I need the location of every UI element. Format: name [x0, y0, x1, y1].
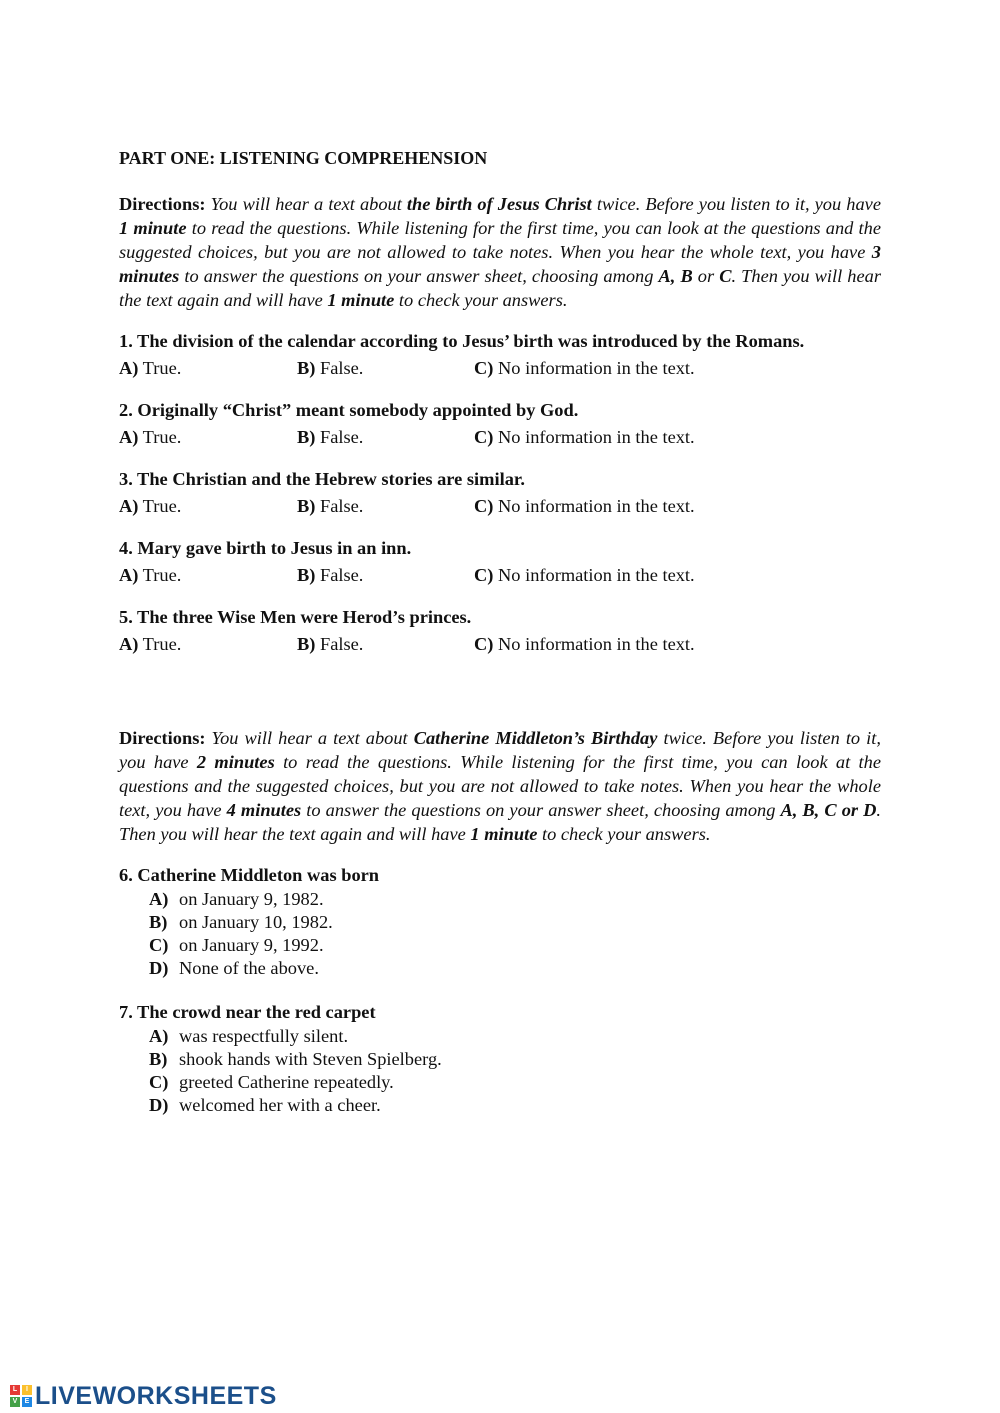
option-text: True.: [138, 634, 182, 654]
directions-choices: C: [719, 266, 732, 286]
question-5: [119, 605, 881, 656]
option-a[interactable]: [119, 1025, 881, 1048]
option-c[interactable]: [119, 934, 881, 957]
directions-text: to read the questions. While listening for the first time, you can look at the questions and the suggested choices, but you are not allowed to take notes. When you hear the whole text, you have: [119, 218, 881, 262]
option-letter: A): [149, 1026, 169, 1046]
option-text: True.: [138, 565, 182, 585]
option-letter: C): [149, 935, 169, 955]
answer-options: [119, 888, 881, 980]
true-false-questions: [119, 329, 881, 656]
option-letter: C): [474, 634, 494, 654]
worksheet-page: [119, 146, 881, 1137]
directions-text: twice. Before you listen to it, you have: [591, 194, 881, 214]
option-letter: A): [119, 634, 139, 654]
option-text: True.: [138, 427, 182, 447]
directions-label: Directions:: [119, 194, 206, 214]
option-b[interactable]: [297, 356, 363, 380]
question-4: [119, 536, 881, 587]
option-b[interactable]: [297, 494, 363, 518]
option-a[interactable]: [119, 356, 181, 380]
question-text: 1. The division of the calendar according to Jesus’ birth was introduced by the Romans.: [119, 331, 805, 351]
logo-text: LIVEWORKSHEETS: [35, 1381, 277, 1410]
option-text: shook hands with Steven Spielberg.: [179, 1049, 442, 1069]
directions-text: . Then you will hear the text again and will have: [119, 800, 882, 844]
directions-text: twice. Before you listen to it, you have: [119, 728, 881, 772]
page-title: PART ONE: LISTENING COMPREHENSION: [119, 148, 488, 168]
option-text: No information in the text.: [493, 565, 695, 585]
option-b[interactable]: [297, 425, 363, 449]
liveworksheets-logo[interactable]: [10, 1382, 277, 1410]
option-text: welcomed her with a cheer.: [179, 1095, 381, 1115]
option-text: True.: [138, 358, 182, 378]
option-text: False.: [315, 565, 364, 585]
option-letter: A): [119, 358, 139, 378]
option-a[interactable]: [119, 632, 181, 656]
answer-options: [119, 1025, 881, 1117]
directions-1: [119, 192, 881, 312]
directions-topic: Catherine Middleton’s Birthday: [413, 728, 658, 748]
option-c[interactable]: [474, 425, 695, 449]
question-text: 7. The crowd near the red carpet: [119, 1002, 376, 1022]
question-text: 2. Originally “Christ” meant somebody appointed by God.: [119, 400, 579, 420]
directions-text: to answer the questions on your answer sheet, choosing among: [179, 266, 659, 286]
option-text: was respectfully silent.: [179, 1026, 349, 1046]
option-c[interactable]: [474, 563, 695, 587]
option-letter: C): [474, 427, 494, 447]
option-letter: B): [149, 912, 168, 932]
option-letter: B): [297, 634, 316, 654]
option-d[interactable]: [119, 957, 881, 980]
option-letter: A): [119, 427, 139, 447]
option-text: False.: [315, 358, 364, 378]
option-letter: B): [297, 427, 316, 447]
option-b[interactable]: [297, 563, 363, 587]
directions-time: 1 minute: [470, 824, 538, 844]
option-c[interactable]: [474, 632, 695, 656]
option-a[interactable]: [119, 888, 881, 911]
option-text: No information in the text.: [493, 358, 695, 378]
option-letter: B): [297, 358, 316, 378]
directions-time: 2 minutes: [196, 752, 275, 772]
option-c[interactable]: [474, 494, 695, 518]
option-text: on January 9, 1982.: [179, 889, 324, 909]
option-d[interactable]: [119, 1094, 881, 1117]
directions-text: or: [692, 266, 720, 286]
logo-tile: V: [10, 1397, 20, 1407]
option-text: greeted Catherine repeatedly.: [179, 1072, 394, 1092]
directions-time: 4 minutes: [226, 800, 302, 820]
answer-options: [119, 425, 881, 449]
option-letter: A): [149, 889, 169, 909]
option-letter: D): [149, 1095, 169, 1115]
option-a[interactable]: [119, 494, 181, 518]
logo-grid-icon: [10, 1385, 32, 1407]
option-text: on January 9, 1992.: [179, 935, 324, 955]
option-text: None of the above.: [179, 958, 319, 978]
option-c[interactable]: [119, 1071, 881, 1094]
option-b[interactable]: [119, 1048, 881, 1071]
question-text: 6. Catherine Middleton was born: [119, 865, 380, 885]
directions-text: to answer the questions on your answer sheet, choosing among: [301, 800, 781, 820]
directions-time: 1 minute: [327, 290, 395, 310]
question-2: [119, 398, 881, 449]
question-text: 4. Mary gave birth to Jesus in an inn.: [119, 538, 412, 558]
option-b[interactable]: [297, 632, 363, 656]
option-letter: C): [474, 496, 494, 516]
option-c[interactable]: [474, 356, 695, 380]
option-text: on January 10, 1982.: [179, 912, 333, 932]
directions-2: [119, 726, 881, 846]
option-a[interactable]: [119, 563, 181, 587]
option-text: No information in the text.: [493, 427, 695, 447]
logo-tile: E: [22, 1397, 32, 1407]
option-text: False.: [315, 427, 364, 447]
logo-tile: L: [10, 1385, 20, 1395]
option-letter: D): [149, 958, 169, 978]
option-letter: A): [119, 565, 139, 585]
option-letter: C): [474, 565, 494, 585]
answer-options: [119, 563, 881, 587]
directions-text: You will hear a text about: [205, 194, 407, 214]
question-text: 3. The Christian and the Hebrew stories are similar.: [119, 469, 525, 489]
directions-label: Directions:: [119, 728, 206, 748]
directions-text: . Then you will hear the text again and will have: [119, 266, 881, 310]
option-letter: B): [297, 496, 316, 516]
question-3: [119, 467, 881, 518]
option-b[interactable]: [119, 911, 881, 934]
logo-tile: I: [22, 1385, 32, 1395]
option-a[interactable]: [119, 425, 181, 449]
question-1: [119, 329, 881, 380]
option-text: False.: [315, 496, 364, 516]
directions-text: to read the questions. While listening for the first time, you can look at the questions and the suggested choices, but you are not allowed to take notes. When you hear the whole text, you have: [119, 752, 882, 820]
option-letter: B): [149, 1049, 168, 1069]
option-text: False.: [315, 634, 364, 654]
option-text: No information in the text.: [493, 634, 695, 654]
answer-options: [119, 632, 881, 656]
option-text: No information in the text.: [493, 496, 695, 516]
directions-text: to check your answers.: [537, 824, 711, 844]
option-letter: A): [119, 496, 139, 516]
directions-text: to check your answers.: [394, 290, 568, 310]
directions-choices: A, B, C or D: [780, 800, 877, 820]
directions-topic: the birth of Jesus Christ: [406, 194, 592, 214]
directions-time: 1 minute: [119, 218, 187, 238]
directions-time: 3 minutes: [119, 242, 881, 286]
multiple-choice-questions: [119, 863, 881, 1117]
question-text: 5. The three Wise Men were Herod’s princes.: [119, 607, 472, 627]
directions-text: You will hear a text about: [205, 728, 414, 748]
answer-options: [119, 494, 881, 518]
option-text: True.: [138, 496, 182, 516]
answer-options: [119, 356, 881, 380]
directions-choices: A, B: [658, 266, 693, 286]
option-letter: C): [149, 1072, 169, 1092]
option-letter: B): [297, 565, 316, 585]
option-letter: C): [474, 358, 494, 378]
